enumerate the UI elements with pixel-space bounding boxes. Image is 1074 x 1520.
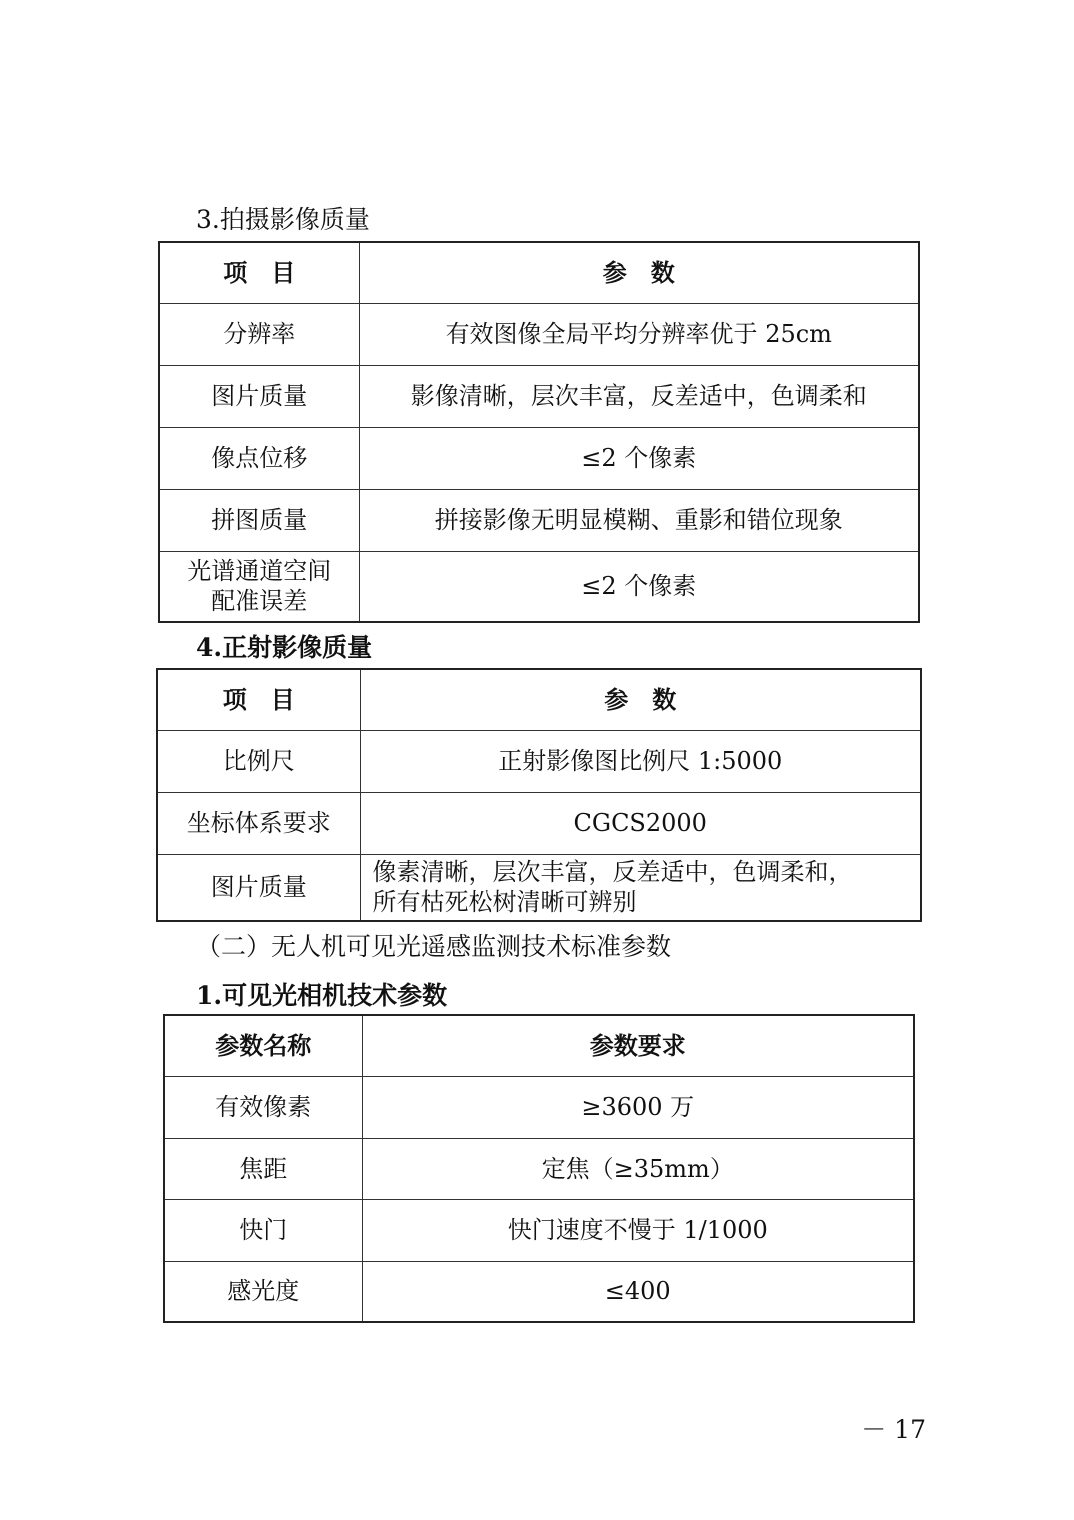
header-param: 参 数 — [360, 669, 921, 730]
row-value: 有效图像全局平均分辨率优于 25cm — [359, 303, 919, 365]
row-item: 焦距 — [164, 1138, 362, 1199]
section3-title: 3.拍摄影像质量 — [196, 205, 370, 234]
section4-table — [156, 668, 922, 922]
row-item: 坐标体系要求 — [157, 792, 360, 854]
row-value: ≤400 — [362, 1261, 914, 1322]
row-item: 感光度 — [164, 1261, 362, 1322]
section3-table — [158, 241, 920, 623]
header-param-name: 参数名称 — [164, 1015, 362, 1076]
table-row — [157, 854, 921, 921]
row-item: 像点位移 — [159, 427, 359, 489]
table-row — [159, 489, 919, 551]
row-item — [159, 551, 359, 622]
header-param: 参 数 — [359, 242, 919, 303]
row-item: 分辨率 — [159, 303, 359, 365]
row-item: 图片质量 — [159, 365, 359, 427]
row-value: 定焦（≥35mm） — [362, 1138, 914, 1199]
row-value: 拼接影像无明显模糊、重影和错位现象 — [359, 489, 919, 551]
row-value: ≤2 个像素 — [359, 551, 919, 622]
table-header-row — [159, 242, 919, 303]
row-value: 快门速度不慢于 1/1000 — [362, 1199, 914, 1261]
row-value-line1: 像素清晰，层次丰富，反差适中，色调柔和， — [372, 858, 853, 887]
table-row — [164, 1261, 914, 1322]
row-item-line2: 配准误差 — [211, 587, 308, 616]
table-row — [159, 427, 919, 489]
table-row — [164, 1076, 914, 1138]
row-item: 有效像素 — [164, 1076, 362, 1138]
page-number: － 17 — [861, 1415, 926, 1444]
row-item: 比例尺 — [157, 730, 360, 792]
row-value — [360, 854, 921, 921]
row-item: 拼图质量 — [159, 489, 359, 551]
section4-title: 4.正射影像质量 — [196, 633, 373, 662]
camera-section-title: 1.可见光相机技术参数 — [196, 981, 448, 1010]
header-item: 项 目 — [157, 669, 360, 730]
row-value: ≥3600 万 — [362, 1076, 914, 1138]
row-value-line2: 所有枯死松树清晰可辨别 — [372, 888, 637, 917]
table-header-row — [164, 1015, 914, 1076]
table-header-row — [157, 669, 921, 730]
row-item: 图片质量 — [157, 854, 360, 921]
camera-table — [163, 1014, 915, 1323]
table-row — [164, 1138, 914, 1199]
header-item: 项 目 — [159, 242, 359, 303]
row-value: CGCS2000 — [360, 792, 921, 854]
table-row — [157, 730, 921, 792]
table-row — [159, 303, 919, 365]
table-row — [157, 792, 921, 854]
part2-title: （二）无人机可见光遥感监测技术标准参数 — [196, 932, 672, 961]
table-row — [164, 1199, 914, 1261]
header-param-requirement: 参数要求 — [362, 1015, 914, 1076]
row-value: 正射影像图比例尺 1:5000 — [360, 730, 921, 792]
row-item-line1: 光谱通道空间 — [187, 557, 332, 586]
row-value: ≤2 个像素 — [359, 427, 919, 489]
table-row — [159, 551, 919, 622]
row-value: 影像清晰，层次丰富，反差适中，色调柔和 — [359, 365, 919, 427]
row-item: 快门 — [164, 1199, 362, 1261]
table-row — [159, 365, 919, 427]
